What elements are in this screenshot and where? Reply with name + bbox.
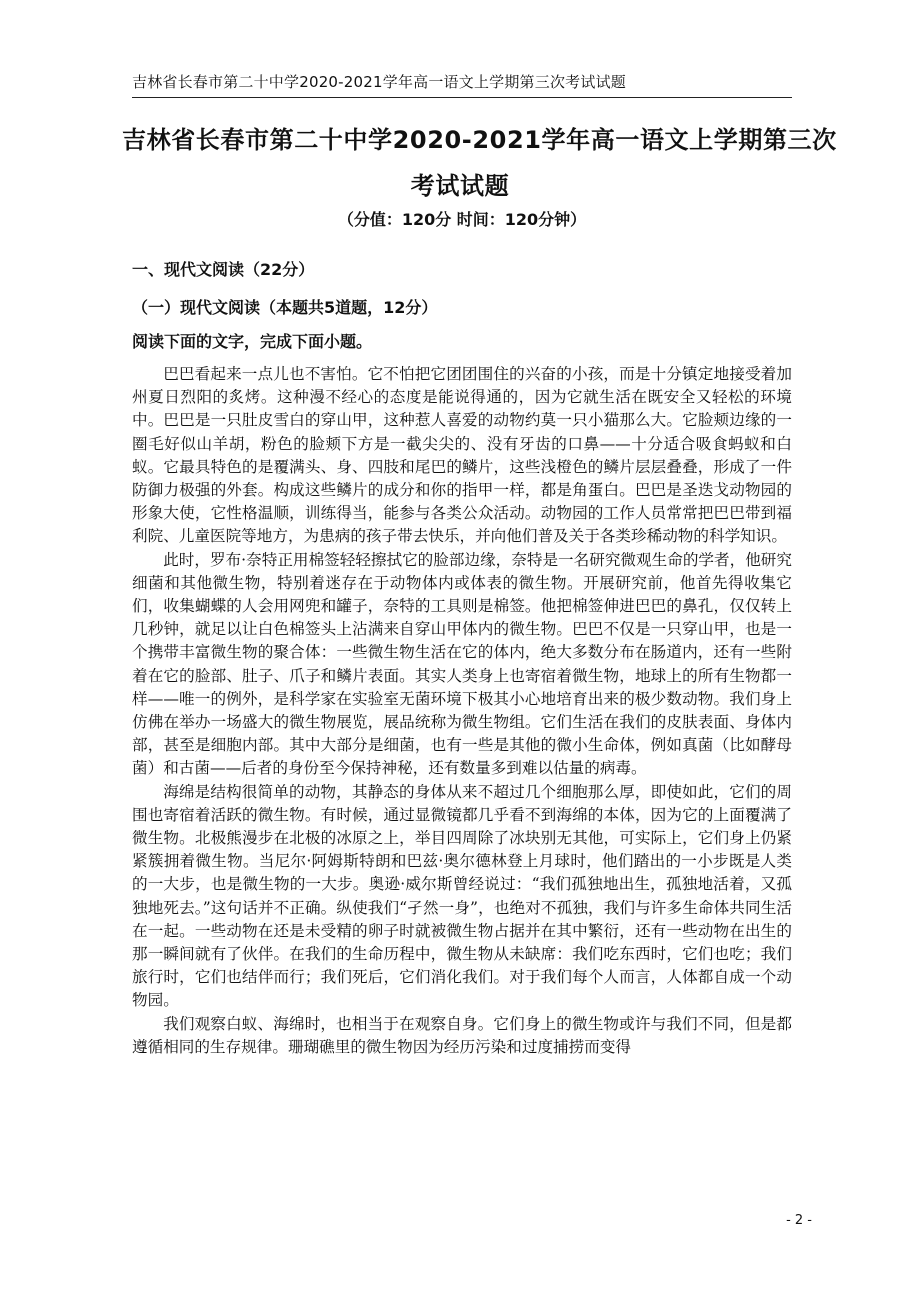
passage-paragraph-2: 此时，罗布·奈特正用棉签轻轻擦拭它的脸部边缘，奈特是一名研究微观生命的学者，他研究细菌和其他微生物，特别着迷存在于动物体内或体表的微生物。开展研究前，他首先得收集它们，收集蝴蝶的人会用网兜和罐子，奈特的工具则是棉签。他把棉签伸进巴巴的鼻孔，仅仅转上几秒钟，就足以让白色棉签头上沾满来自穿山甲体内的微生物。巴巴不仅是一只穿山甲，也是一个携带丰富微生物的聚合体：一些微生物生活在它的体内，绝大多数分布在肠道内，还有一些附着在它的脸部、肚子、爪子和鳞片表面。其实人类身上也寄宿着微生物，地球上的所有生物都一样——唯一的例外，是科学家在实验室无菌环境下极其小心地培育出来的极少数动物。我们身上仿佛在举办一场盛大的微生物展览，展品统称为微生物组。它们生活在我们的皮肤表面、身体内部，甚至是细胞内部。其中大部分是细菌，也有一些是其他的微小生命体，例如真菌（比如酵母菌）和古菌——后者的身份至今保持神秘，还有数量多到难以估量的病毒。 — [132, 550, 792, 778]
passage-paragraph-1: 巴巴看起来一点儿也不害怕。它不怕把它团团围住的兴奋的小孩，而是十分镇定地接受着加州夏日烈阳的炙烤。这种漫不经心的态度是能说得通的，因为它就生活在既安全又轻松的环境中。巴巴是一只肚皮雪白的穿山甲，这种惹人喜爱的动物约莫一只小猫那么大。它脸颊边缘的一圈毛好似山羊胡，粉色的脸颊下方是一截尖尖的、没有牙齿的口鼻——十分适合吸食蚂蚁和白蚁。它最具特色的是覆满头、身、四肢和尾巴的鳞片，这些浅橙色的鳞片层层叠叠，形成了一件防御力极强的外套。构成这些鳞片的成分和你的指甲一样，都是角蛋白。巴巴是圣迭戈动物园的形象大使，它性格温顺，训练得当，能参与各类公众活动。动物园的工作人员常常把巴巴带到福利院、儿童医院等地方，为患病的孩子带去快乐，并向他们普及关于各类珍稀动物的科学知识。 — [132, 365, 792, 546]
score-and-time: （分值：120分 时间：120分钟） — [337, 210, 587, 229]
section-heading: 一、现代文阅读（22分） — [132, 260, 315, 279]
page-number: - 2 - — [786, 1213, 812, 1228]
document-title-line-1: 吉林省长春市第二十中学2020-2021学年高一语文上学期第三次 — [122, 126, 837, 154]
reading-passage — [132, 363, 792, 1059]
header-divider — [132, 97, 792, 98]
subsection-heading: （一）现代文阅读（本题共5道题，12分） — [132, 298, 438, 317]
running-header: 吉林省长春市第二十中学2020-2021学年高一语文上学期第三次考试试题 — [132, 73, 626, 91]
document-title-line-2: 考试试题 — [410, 172, 510, 200]
reading-instruction: 阅读下面的文字，完成下面小题。 — [132, 332, 373, 351]
passage-paragraph-3: 海绵是结构很简单的动物，其静态的身体从来不超过几个细胞那么厚，即使如此，它们的周围也寄宿着活跃的微生物。有时候，通过显微镜都几乎看不到海绵的本体，因为它的上面覆满了微生物。北极熊漫步在北极的冰原之上，举目四周除了冰块别无其他，可实际上，它们身上仍紧紧簇拥着微生物。当尼尔·阿姆斯特朗和巴兹·奥尔德林登上月球时，他们踏出的一小步既是人类的一大步，也是微生物的一大步。奥逊·威尔斯曾经说过：“我们孤独地出生，孤独地活着，又孤独地死去。”这句话并不正确。纵使我们“孑然一身”，也绝对不孤独，我们与许多生命体共同生活在一起。一些动物在还是未受精的卵子时就被微生物占据并在其中繁衍，还有一些动物在出生的那一瞬间就有了伙伴。在我们的生命历程中，微生物从未缺席：我们吃东西时，它们也吃；我们旅行时，它们也结伴而行；我们死后，它们消化我们。对于我们每个人而言，人体都自成一个动物园。 — [132, 782, 792, 1010]
passage-paragraph-4: 我们观察白蚁、海绵时，也相当于在观察自身。它们身上的微生物或许与我们不同，但是都遵循相同的生存规律。珊瑚礁里的微生物因为经历污染和过度捕捞而变得 — [132, 1014, 792, 1056]
